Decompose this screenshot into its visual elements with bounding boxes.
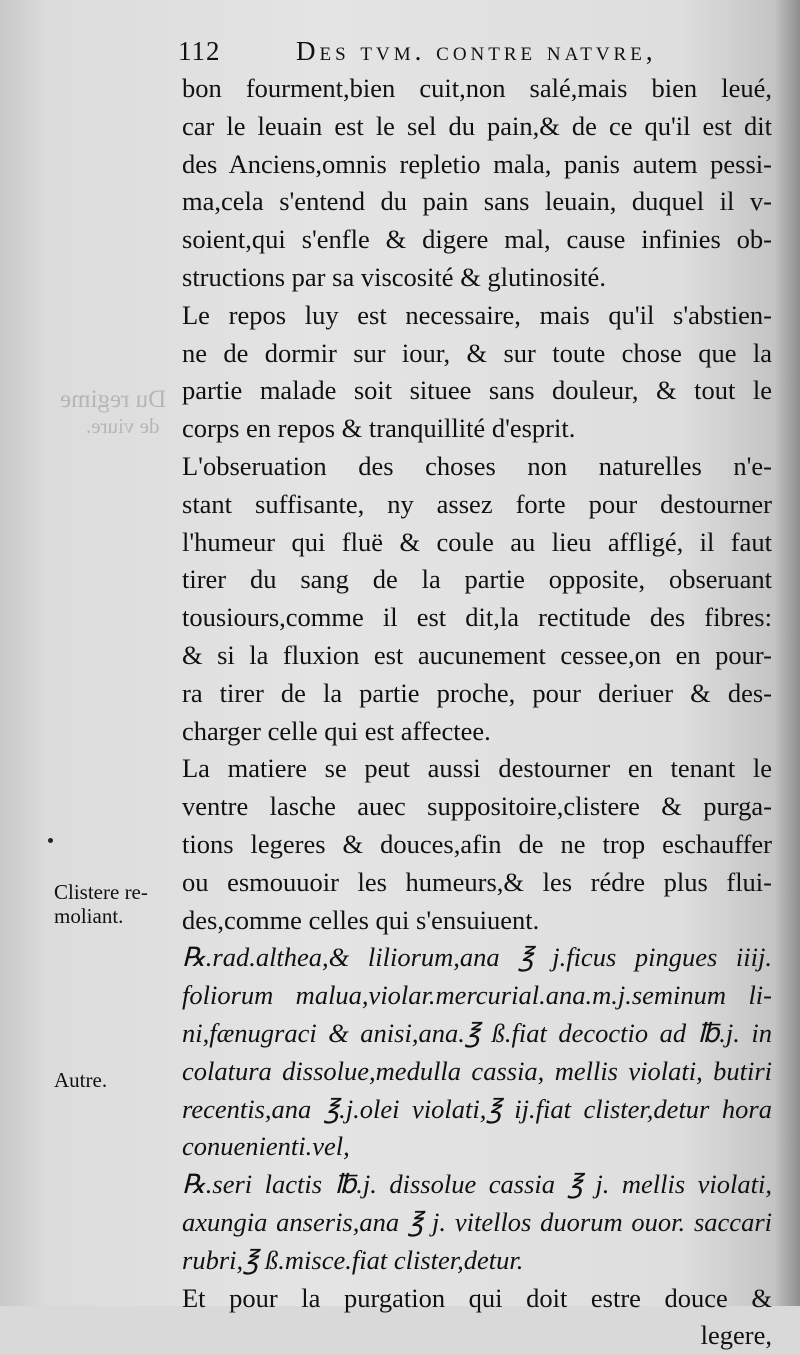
text-line: Le repos luy est necessaire, mais qu'il s'abstien-	[182, 299, 772, 330]
text-line: ra tirer de la partie proche, pour deriuer & des-	[182, 677, 772, 708]
show-through-line: Du regime	[60, 386, 167, 413]
recipe-line: ℞.rad.althea,& liliorum,ana ℥ j.ficus pingues iiij.	[182, 942, 772, 973]
text-line: soient,qui s'enfle & digere mal, cause infinies ob-	[182, 224, 772, 255]
text-line: ne de dormir sur iour, & sur toute chose que la	[182, 337, 772, 368]
running-title: Des tvm. contre natvre,	[296, 36, 657, 66]
text-line: car le leuain est le sel du pain,& de ce qu'il est dit	[182, 110, 772, 141]
recipe-line: ℞.seri lactis ℔.j. dissolue cassia ℥ j. mellis violati,	[182, 1169, 772, 1200]
text-line: ou esmouuoir les humeurs,& les rédre plus flui-	[182, 866, 772, 897]
page-number: 112	[178, 36, 221, 66]
recipe-line: recentis,ana ℥.j.olei violati,℥ ij.fiat clister,detur hora	[182, 1093, 772, 1124]
margin-note-clistere	[54, 880, 148, 928]
recipe-line: conuenienti.vel,	[182, 1131, 350, 1162]
margin-note-line: Autre.	[54, 1068, 108, 1092]
recipe-line: rubri,℥ ß.misce.fiat clister,detur.	[182, 1244, 524, 1275]
text-line: Et pour la purgation qui doit estre douce &	[182, 1282, 772, 1313]
text-line: ma,cela s'entend du pain sans leuain, duquel il v-	[182, 186, 772, 217]
recipe-line: colatura dissolue,medulla cassia, mellis violati, butiri	[182, 1055, 772, 1086]
text-line: charger celle qui est affectee.	[182, 715, 491, 746]
text-line: tirer du sang de la partie opposite, obseruant	[182, 564, 772, 595]
page-fold-shadow	[774, 0, 800, 1306]
body-text	[182, 70, 772, 1355]
margin-note-line: moliant.	[54, 904, 124, 928]
text-line: stant suffisante, ny assez forte pour destourner	[182, 488, 772, 519]
text-line: & si la fluxion est aucunement cessee,on en pour-	[182, 639, 772, 670]
text-line: tions legeres & douces,afin de ne trop eschauffer	[182, 828, 772, 859]
text-line: tousiours,comme il est dit,la rectitude des fibres:	[182, 602, 772, 633]
text-line: bon fourment,bien cuit,non salé,mais bien leué,	[182, 73, 772, 103]
text-line: partie malade soit situee sans douleur, & tout le	[182, 375, 772, 406]
show-through-line: de viure.	[86, 414, 160, 438]
recipe-line: foliorum malua,violar.mercurial.ana.m.j.seminum li-	[182, 980, 772, 1011]
recipe-line: axungia anseris,ana ℥ j. vitellos duorum ouor. saccari	[182, 1206, 772, 1237]
text-line: structions par sa viscosité & glutinosité.	[182, 261, 606, 292]
text-line: des,comme celles qui s'ensuiuent.	[182, 904, 540, 935]
running-header	[178, 36, 768, 72]
text-line: des Anciens,omnis repletio mala, panis autem pessi-	[182, 148, 772, 179]
show-through-text	[60, 386, 166, 414]
text-line: ventre lasche auec suppositoire,clistere & purga-	[182, 791, 772, 822]
margin-mark	[48, 838, 53, 843]
show-through-text	[86, 414, 159, 439]
margin-note-line: Clistere re-	[54, 880, 148, 904]
text-line: L'obseruation des choses non naturelles n'e-	[182, 450, 772, 481]
catchword-line: legere,	[700, 1320, 772, 1351]
text-line: La matiere se peut aussi destourner en tenant le	[182, 753, 772, 784]
text-line: corps en repos & tranquillité d'esprit.	[182, 413, 576, 444]
text-line: l'humeur qui fluë & coule au lieu affligé, il faut	[182, 526, 772, 557]
margin-note-autre	[54, 1068, 107, 1092]
recipe-line: ni,fænugraci & anisi,ana.℥ ß.fiat decoctio ad ℔.j. in	[182, 1017, 772, 1048]
